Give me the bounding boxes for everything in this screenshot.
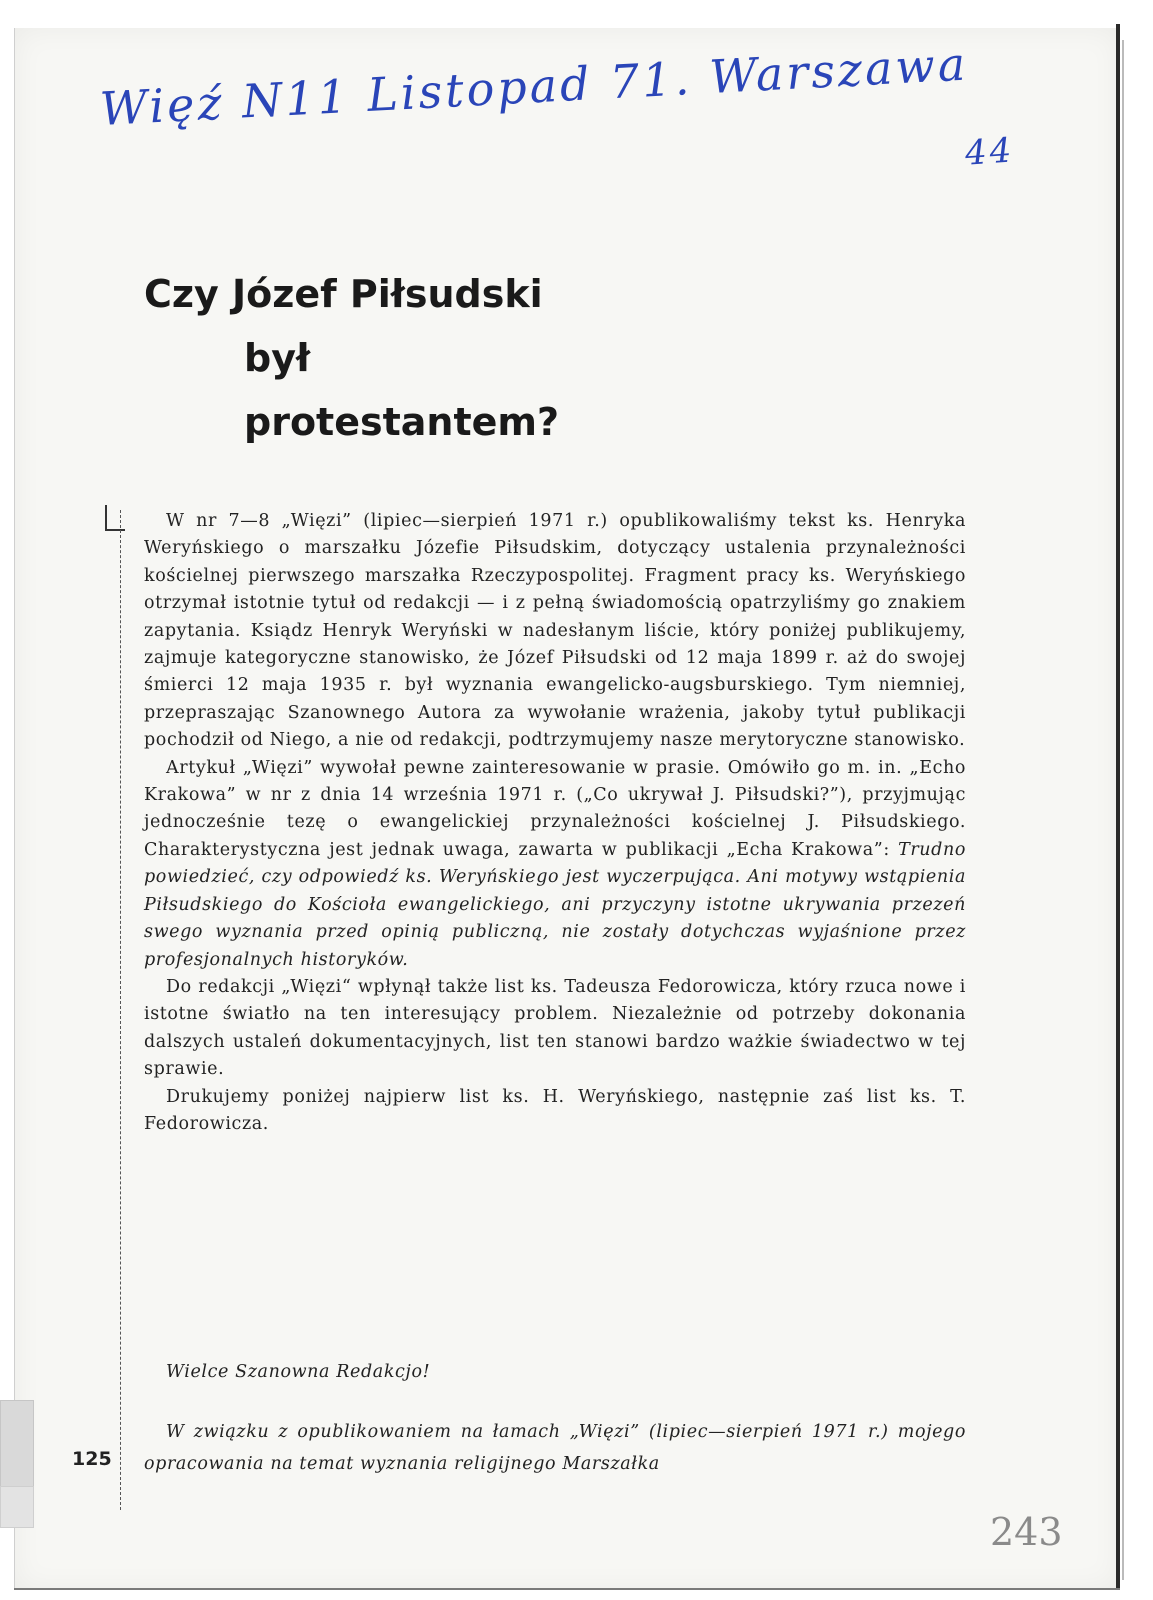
article-title	[144, 262, 559, 454]
margin-tab-lower	[0, 1486, 34, 1528]
letter-body	[144, 1416, 966, 1480]
paragraph-2-quote: Trudno powiedzieć, czy odpowiedź ks. Weryńskiego jest wyczerpująca. Ani motywy wstąpienia Piłsudskiego do Kościoła ewangelickiego, ani przyczyny istotne ukrywania przezeń swego wyznania przed opinią publiczną, nie zostały dotychczas wyjaśnione przez profesjonalnych historyków.	[144, 839, 966, 970]
page-edge-shadow	[1116, 24, 1120, 1590]
handwritten-number: 44	[963, 130, 1016, 174]
archive-number: 243	[990, 1510, 1063, 1554]
margin-bracket-mark	[105, 505, 125, 531]
paragraph-1: W nr 7—8 „Więzi” (lipiec—sierpień 1971 r.) opublikowaliśmy tekst ks. Henryka Weryńskiego o marszałku Józefie Piłsudskim, dotyczący ustalenia przynależności kościelnej pierwszego marszałka Rzeczypospolitej. Fragment pracy ks. Weryńskiego otrzymał istotnie tytuł od redakcji — i z pełną świadomością opatrzyliśmy go znakiem zapytania. Ksiądz Henryk Weryński w nadesłanym liście, który poniżej publikujemy, zajmuje kategoryczne stanowisko, że Józef Piłsudski od 12 maja 1899 r. aż do swojej śmierci 12 maja 1935 r. był wyznania ewangelicko-augsburskiego. Tym niemniej, przepraszając Szanownego Autora za wywołanie wrażenia, jakoby tytuł publikacji pochodził od Niego, a nie od redakcji, podtrzymujemy nasze merytoryczne stanowisko.	[144, 511, 966, 751]
article-body	[144, 508, 966, 1138]
paragraph-3: Do redakcji „Więzi“ wpłynął także list ks. Tadeusza Fedorowicza, który rzuca nowe i istotne światło na ten interesujący problem. Niezależnie od potrzeby dokonania dalszych ustaleń dokumentacyjnych, list ten stanowi bardzo ważkie świadectwo w tej sprawie.	[144, 976, 966, 1080]
letter-greeting: Wielce Szanowna Redakcjo!	[166, 1362, 431, 1382]
paragraph-2	[144, 755, 966, 974]
page-number: 125	[72, 1448, 112, 1470]
title-line-3: protestantem?	[244, 400, 560, 444]
page-bottom-edge	[14, 1588, 1120, 1590]
margin-dashed-line	[120, 510, 121, 1510]
margin-tab	[0, 1400, 34, 1488]
title-line-2: był	[244, 336, 311, 380]
handwritten-note: Więź N11 Listopad 71. Warszawa	[98, 36, 970, 136]
page-edge-line	[1122, 40, 1124, 1580]
paragraph-2-lead: Artykuł „Więzi” wywołał pewne zainteresowanie w prasie. Omówiło go m. in. „Echo Krakowa” w nr z dnia 14 września 1971 r. („Co ukrywał J. Piłsudski?”), przyjmując jednocześnie tezę o ewangelickiej przynależności kościelnej J. Piłsudskiego. Charakterystyczna jest jednak uwaga, zawarta w publikacji „Echa Krakowa”:	[144, 757, 966, 860]
paragraph-4: Drukujemy poniżej najpierw list ks. H. Weryńskiego, następnie zaś list ks. T. Fedorowicza.	[144, 1086, 966, 1134]
title-line-1: Czy Józef Piłsudski	[144, 272, 543, 316]
letter-start: W związku z opublikowaniem na łamach „Więzi” (lipiec—sierpień 1971 r.) mojego opracowania na temat wyznania religijnego Marszałka	[144, 1422, 966, 1474]
